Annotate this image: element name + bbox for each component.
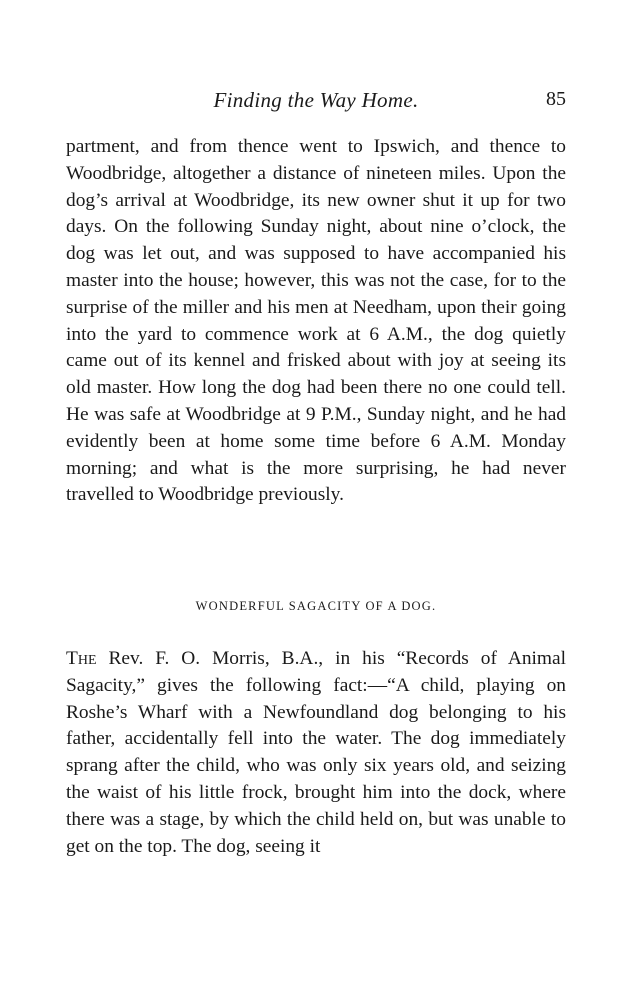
running-title: Finding the Way Home. (213, 88, 419, 112)
paragraph-body: Rev. F. O. Morris, B.A., in his “Records of Animal Sagacity,” gives the following fact:—“A child, playing on Roshe’s Wharf with a Newfoundland dog belonging to his father, accidentally fell into the water. The dog immediately sprang after the child, who was only six years old, and seizing the waist of his little frock, brought him into the dock, where there was a stage, by which the child held on, but was unable to get on the top. The dog, seeing it (66, 648, 566, 857)
paragraph-continued: partment, and from thence went to Ipswich, and thence to Woodbridge, altogether a distance of nineteen miles. Upon the dog’s arrival at Woodbridge, its new owner shut it up for two days. On the following Sunday night, about nine o’clock, the dog was let out, and was supposed to have accompanied his master into the house; however, this was not the case, for to the surprise of the miller and his men at Needham, upon their going into the yard to commence work at 6 A.M., the dog quietly came out of its kennel and frisked about with joy at seeing its old master. How long the dog had been there no one could tell. He was safe at Woodbridge at 9 P.M., Sunday night, and he had evidently been at home some time before 6 A.M. Monday morning; and what is the more surprising, he had never travelled to Woodbridge previously. (66, 136, 566, 506)
paragraph-lead-word: The (66, 648, 97, 669)
page-number: 85 (546, 88, 566, 110)
paragraph-anecdote (66, 646, 566, 860)
page-header (66, 88, 566, 116)
section-heading: WONDERFUL SAGACITY OF A DOG. (195, 599, 437, 613)
